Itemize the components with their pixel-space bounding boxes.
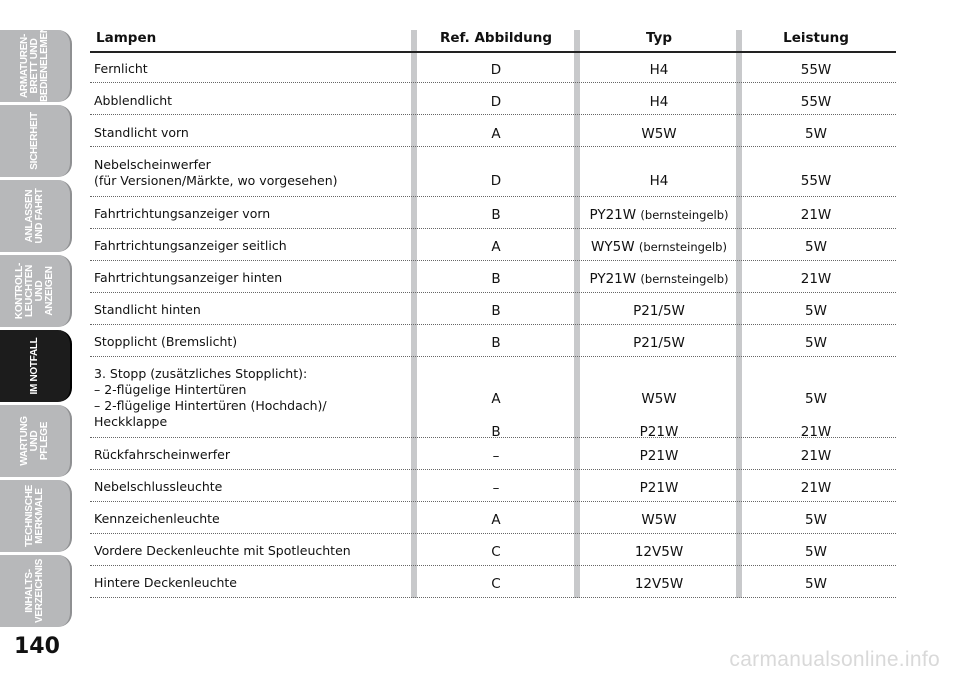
row-rule xyxy=(90,356,896,357)
lamp-power: 21W xyxy=(800,480,832,496)
lamp-name: Hintere Deckenleuchte xyxy=(94,575,237,590)
ref-figure: B xyxy=(491,271,501,287)
type-value: P21/5W xyxy=(633,335,685,351)
header-type: Typ xyxy=(645,30,673,46)
lamp-name: 3. Stopp (zusätzliches Stopplicht): – 2-flügelige Hintertüren – 2-flügelige Hintertüren (Hochdach)/ Heckklappe xyxy=(94,366,327,429)
type-note: (bernsteingelb) xyxy=(638,240,727,254)
ref-figure: B xyxy=(491,207,501,223)
header-ref: Ref. Abbildung xyxy=(439,30,553,46)
lamp-name: Stopplicht (Bremslicht) xyxy=(94,334,238,349)
ref-figure: C xyxy=(491,576,501,592)
ref-figure: – xyxy=(492,480,500,496)
lamp-type xyxy=(580,449,738,464)
lamp-name: Standlicht vorn xyxy=(94,125,189,140)
lamp-power: 21W xyxy=(800,271,832,287)
tab-label: ARMATUREN- BRETT UND BEDIENELEMENTE xyxy=(19,13,50,102)
tab-inhaltsverzeichnis[interactable] xyxy=(0,555,72,627)
watermark: carmanualsonline.info xyxy=(729,648,940,671)
type-value: W5W P21W xyxy=(639,391,679,440)
tab-anlassen[interactable] xyxy=(0,180,72,252)
row-rule xyxy=(90,260,896,261)
lamp-type xyxy=(580,513,738,528)
table-header xyxy=(90,28,896,50)
type-value: PY21W xyxy=(589,271,637,287)
row-rule xyxy=(90,292,896,293)
row-rule xyxy=(90,469,896,470)
lamp-power: 21W xyxy=(800,207,832,223)
type-value: P21W xyxy=(639,480,679,496)
row-rule xyxy=(90,565,896,566)
type-value: H4 xyxy=(649,94,669,110)
lamp-power: 5W xyxy=(805,335,827,351)
lamp-type xyxy=(580,272,738,287)
type-value: WY5W xyxy=(591,239,635,255)
page-number: 140 xyxy=(14,634,60,659)
lamp-power: 21W xyxy=(800,448,832,464)
ref-figure: – xyxy=(492,448,500,464)
lamp-power: 55W xyxy=(800,94,832,110)
tab-label: WARTUNG UND PFLEGE xyxy=(19,416,50,466)
lamp-type xyxy=(580,127,738,142)
lamp-type xyxy=(580,383,738,449)
lamp-name: Fahrtrichtungsanzeiger hinten xyxy=(94,270,283,285)
row-rule xyxy=(90,533,896,534)
type-value: 12V5W xyxy=(634,576,684,592)
lamp-power: 5W xyxy=(805,239,827,255)
tab-sicherheit[interactable] xyxy=(0,105,72,177)
type-note: (bernsteingelb) xyxy=(640,208,729,222)
lamp-type xyxy=(580,336,738,351)
header-lamp: Lampen xyxy=(96,30,157,46)
lamp-type xyxy=(580,545,738,560)
tab-label: TECHNISCHE MERKMALE xyxy=(24,485,45,548)
ref-figure: A xyxy=(491,512,501,528)
lamp-type xyxy=(580,304,738,319)
lamp-name: Kennzeichenleuchte xyxy=(94,511,220,526)
lamp-type xyxy=(580,95,738,110)
ref-figure: A B xyxy=(491,391,501,440)
lamp-type xyxy=(580,208,738,223)
lamp-name: Nebelscheinwerfer (für Versionen/Märkte, wo vorgesehen) xyxy=(94,157,338,188)
type-value: P21W xyxy=(639,448,679,464)
header-power: Leistung xyxy=(783,30,849,46)
row-rule xyxy=(90,324,896,325)
tab-label: ANLASSEN UND FAHRT xyxy=(24,188,45,244)
tab-im-notfall[interactable] xyxy=(0,330,72,402)
ref-figure: D xyxy=(490,62,502,78)
ref-figure: B xyxy=(491,303,501,319)
row-rule xyxy=(90,114,896,115)
lamp-name: Abblendlicht xyxy=(94,93,173,108)
type-value: PY21W xyxy=(589,207,637,223)
tab-kontrollleuchten[interactable] xyxy=(0,255,72,327)
lamp-name: Vordere Deckenleuchte mit Spotleuchten xyxy=(94,543,351,558)
tab-technische-merkmale[interactable] xyxy=(0,480,72,552)
row-rule xyxy=(90,597,896,598)
row-rule xyxy=(90,146,896,147)
lamp-name: Fahrtrichtungsanzeiger seitlich xyxy=(94,238,287,253)
lamp-type xyxy=(580,174,738,189)
tab-label: SICHERHEIT xyxy=(29,112,40,170)
ref-figure: C xyxy=(491,544,501,560)
type-value: P21/5W xyxy=(633,303,685,319)
type-note: (bernsteingelb) xyxy=(640,272,729,286)
lamp-power: 5W xyxy=(805,303,827,319)
lamp-power: 5W xyxy=(805,544,827,560)
lamp-power: 5W xyxy=(805,576,827,592)
ref-figure: B xyxy=(491,335,501,351)
row-rule xyxy=(90,501,896,502)
tab-label: INHALTS- VERZEICHNIS xyxy=(24,559,45,623)
header-rule xyxy=(90,51,896,53)
tab-label: IM NOTFALL xyxy=(29,337,40,395)
row-rule xyxy=(90,228,896,229)
ref-figure: D xyxy=(490,94,502,110)
lamp-power: 55W xyxy=(800,173,832,189)
lamp-name: Rückfahrscheinwerfer xyxy=(94,447,230,462)
lamp-name: Standlicht hinten xyxy=(94,302,201,317)
lamp-type xyxy=(580,481,738,496)
lamp-name: Fahrtrichtungsanzeiger vorn xyxy=(94,206,271,221)
row-rule xyxy=(90,196,896,197)
lamp-power: 5W 21W xyxy=(800,391,832,440)
ref-figure: D xyxy=(490,173,502,189)
lamp-type xyxy=(580,577,738,592)
type-value: W5W xyxy=(641,126,677,142)
lamp-power: 55W xyxy=(800,62,832,78)
ref-figure: A xyxy=(491,239,501,255)
type-value: H4 xyxy=(649,62,669,78)
lamp-power: 5W xyxy=(805,512,827,528)
type-value: H4 xyxy=(649,173,669,189)
tab-armaturenbrett[interactable] xyxy=(0,13,72,102)
row-rule xyxy=(90,437,896,438)
row-rule xyxy=(90,82,896,83)
tab-wartung[interactable] xyxy=(0,405,72,477)
type-value: W5W xyxy=(641,512,677,528)
lamp-name: Fernlicht xyxy=(94,61,148,76)
lamp-type xyxy=(580,240,738,255)
ref-figure: A xyxy=(491,126,501,142)
tab-label: KONTROLL- LEUCHTEN UND ANZEIGEN xyxy=(14,262,55,320)
lamp-type xyxy=(580,63,738,78)
type-value: 12V5W xyxy=(634,544,684,560)
lamp-name: Nebelschlussleuchte xyxy=(94,479,223,494)
lamp-power: 5W xyxy=(805,126,827,142)
